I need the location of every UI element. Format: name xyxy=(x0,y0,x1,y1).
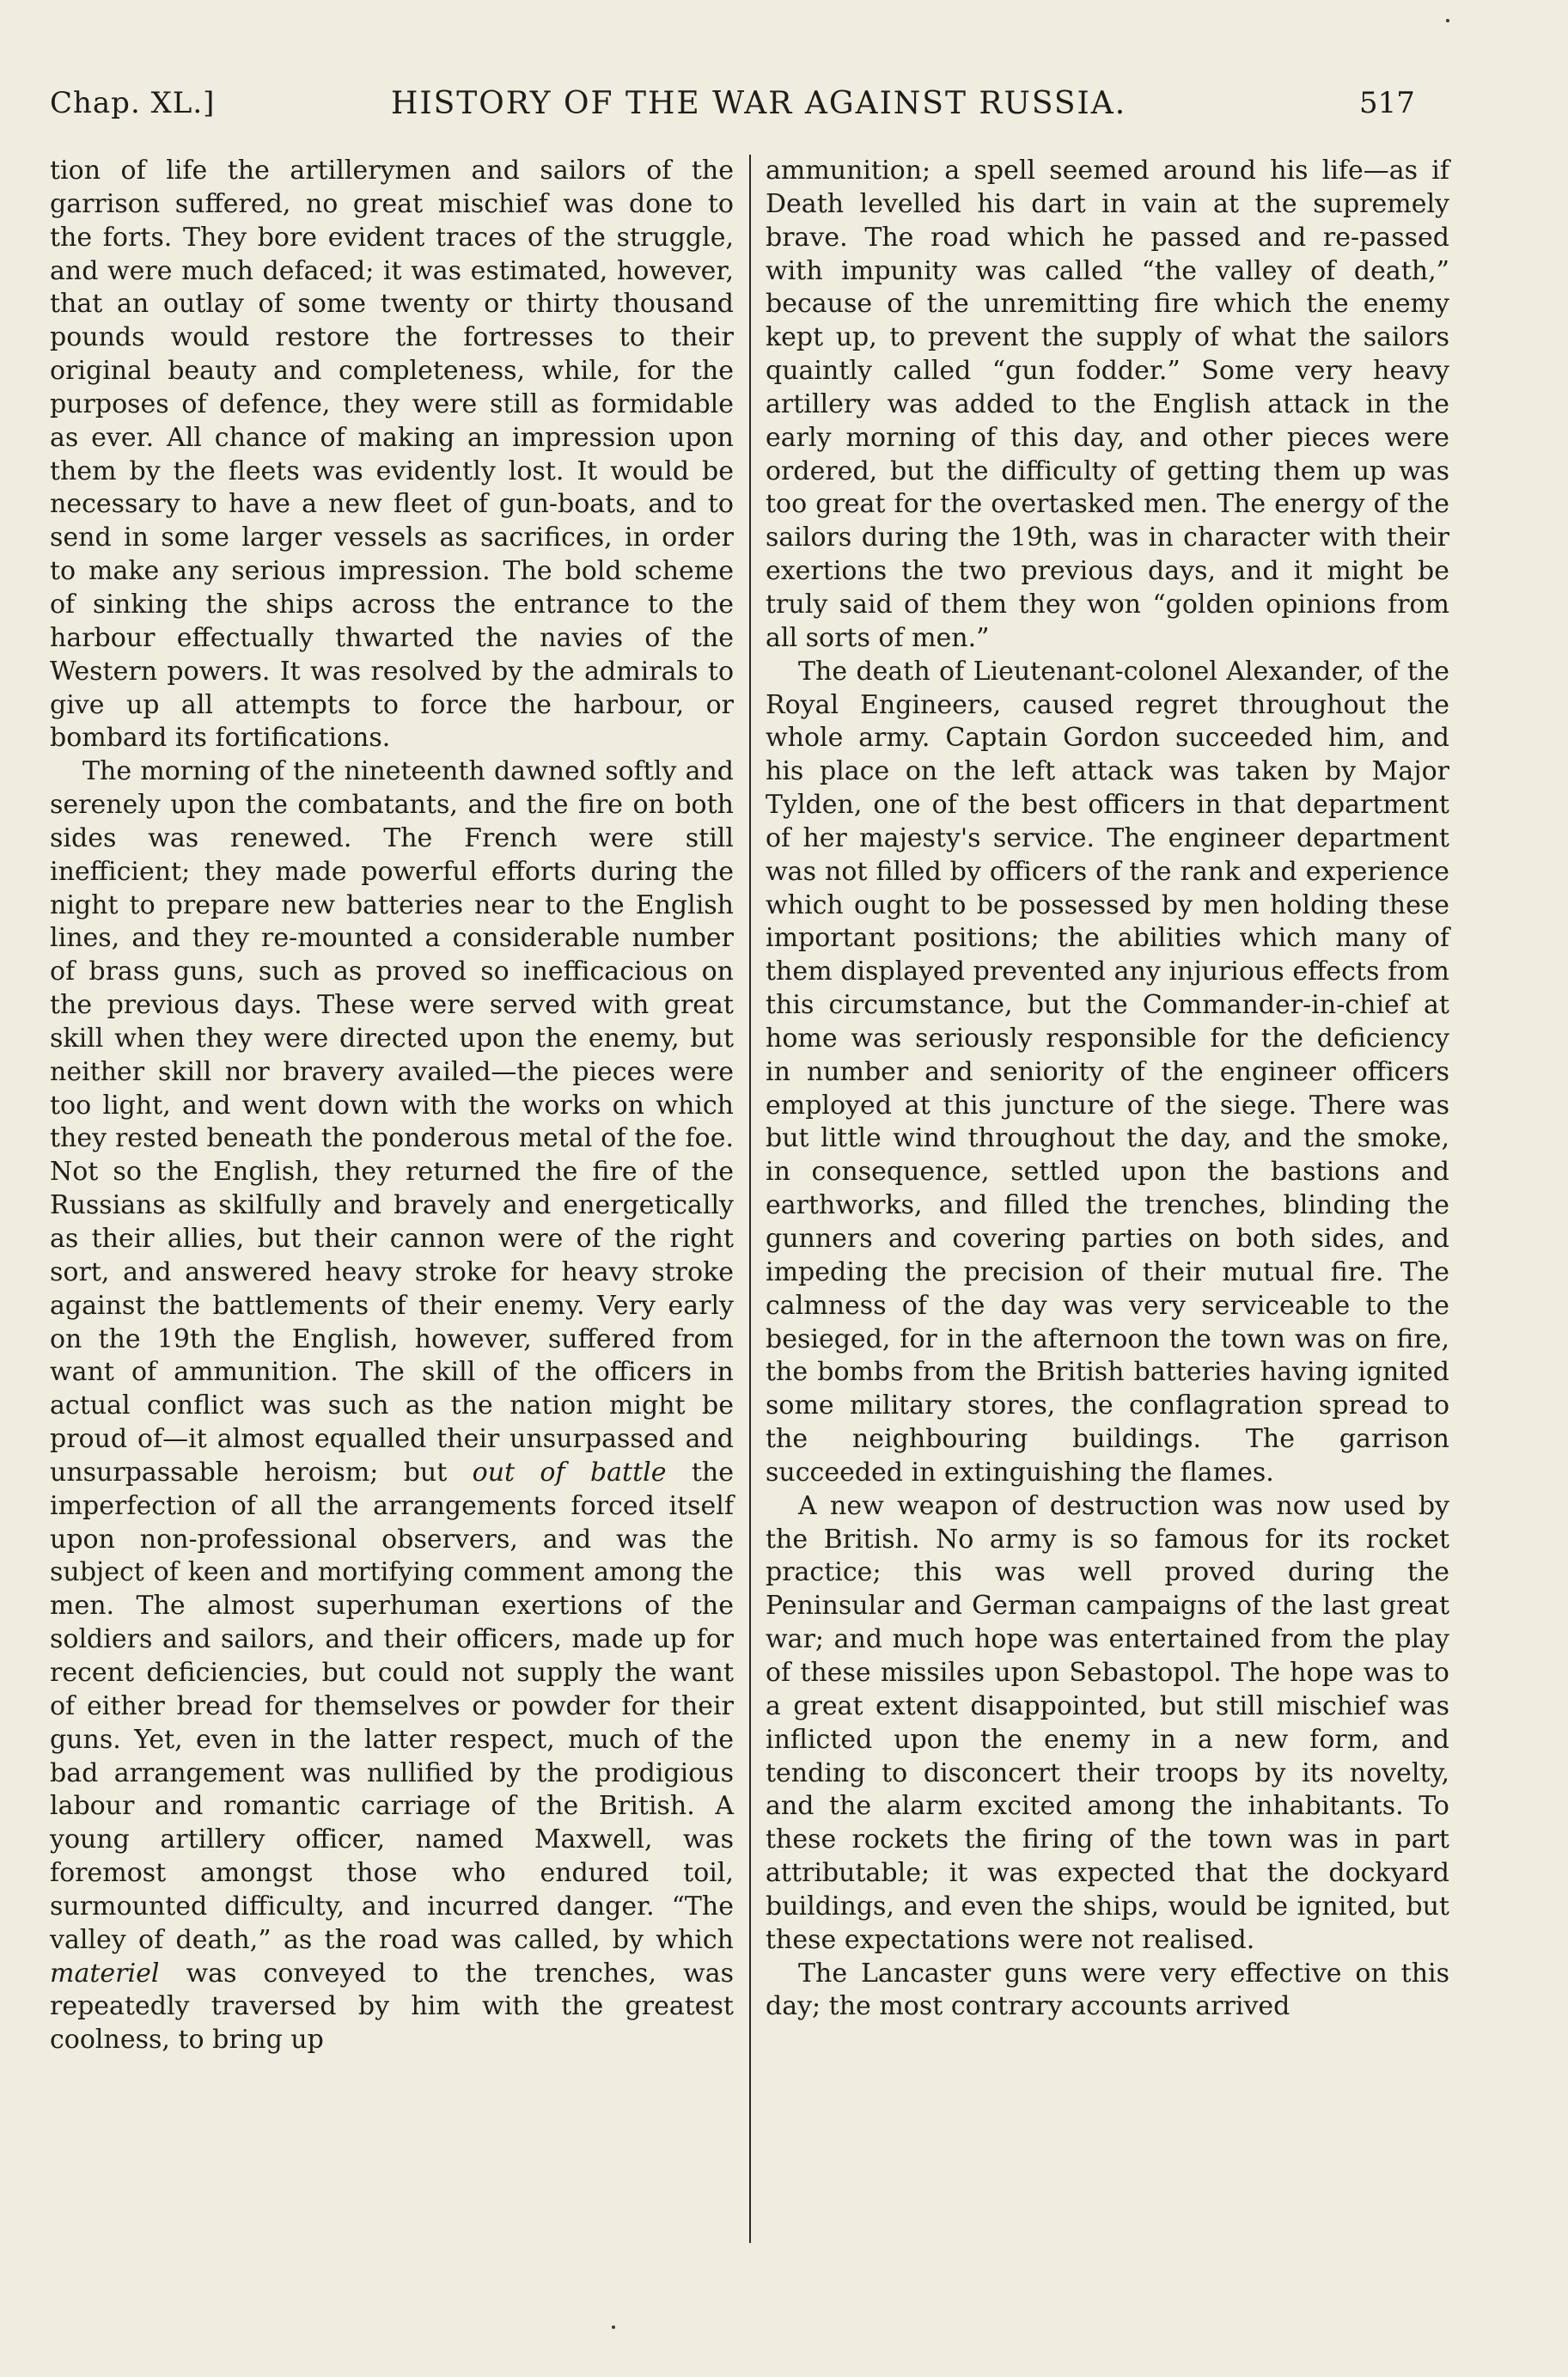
paragraph-nineteenth-morning xyxy=(50,755,734,2057)
print-speck xyxy=(1446,19,1449,22)
column-divider xyxy=(749,155,751,2243)
paragraph-rockets: A new weapon of destruction was now used by the British. No army is so famous for its rocket practice; this was well proved during the Peninsular and German campaigns of the last great war; and much hope was entertained from the play of these missiles upon Sebastopol. The hope was to a great extent disappointed, but still mischief was inflicted upon the enemy in a new form, and tending to disconcert their troops by its novelty, and the alarm excited among the inhabitants. To these rockets the firing of the town was in part attributable; it was expected that the dockyard buildings, and even the ships, would be ignited, but these expectations were not realised. xyxy=(766,1490,1449,1955)
right-column xyxy=(766,155,1449,2024)
page-number: 517 xyxy=(1359,86,1415,120)
running-title: HISTORY OF THE WAR AGAINST RUSSIA. xyxy=(391,86,1127,121)
text-run: was conveyed to the trenches, was repeatedly traversed by him with the greatest coolness, to bring up xyxy=(50,1958,734,2056)
text-run: the imperfection of all the arrangements forced itself upon non-professional observers, and was the subject of keen and mortifying comment among the men. The almost superhuman exertions of the soldiers and sailors, and their officers, made up for recent deficiencies, but could not supply the want of either bread for themselves or powder for their guns. Yet, even in the latter respect, much of the bad arrangement was nullified by the prodigious labour and romantic carriage of the British. A young artillery officer, named Maxwell, was foremost amongst those who endured toil, surmounted difficulty, and incurred danger. “The valley of death,” as the road was called, by which xyxy=(50,1457,734,1955)
italic-phrase: out of battle xyxy=(472,1457,667,1488)
paragraph-continued: ammunition; a spell seemed around his life—as if Death levelled his dart in vain at the supremely brave. The road which he passed and re-passed with impunity was called “the valley of death,” because of the unremitting fire which the enemy kept up, to prevent the supply of what the sailors quaintly called “gun fodder.” Some very heavy artillery was added to the English attack in the early morning of this day, and other pieces were ordered, but the difficulty of getting them up was too great for the overtasked men. The energy of the sailors during the 19th, was in character with their exertions the two previous days, and it might be truly said of them they won “golden opinions from all sorts of men.” xyxy=(766,156,1449,653)
paragraph-lancaster-guns: The Lancaster guns were very effective on this day; the most contrary accounts arrived xyxy=(766,1958,1449,2022)
left-column xyxy=(50,155,734,2057)
print-speck xyxy=(612,2325,615,2329)
paragraph-continued: tion of life the artillerymen and sailors of the garrison suffered, no great mischief was done to the forts. They bore evident traces of the struggle, and were much defaced; it was estimated, however, that an outlay of some twenty or thirty thousand pounds would restore the fortresses to their original beauty and completeness, while, for the purposes of defence, they were still as formidable as ever. All chance of making an impression upon them by the fleets was evidently lost. It would be necessary to have a new fleet of gun-boats, and to send in some larger vessels as sacrifices, in order to make any serious impression. The bold scheme of sinking the ships across the entrance to the harbour effectually thwarted the navies of the Western powers. It was resolved by the admirals to give up all attempts to force the harbour, or bombard its fortifications. xyxy=(50,156,734,754)
paragraph-death-alexander: The death of Lieutenant-colonel Alexander, of the Royal Engineers, caused regret throughout the whole army. Captain Gordon succeeded him, and his place on the left attack was taken by Major Tylden, one of the best officers in that department of her majesty's service. The engineer department was not filled by officers of the rank and experience which ought to be possessed by men holding these important positions; the abilities which many of them displayed prevented any injurious effects from this circumstance, but the Commander-in-chief at home was seriously responsible for the deficiency in number and seniority of the engineer officers employed at this juncture of the siege. There was but little wind throughout the day, and the smoke, in consequence, settled upon the bastions and earthworks, and filled the trenches, blinding the gunners and covering parties on both sides, and impeding the precision of their mutual fire. The calmness of the day was very serviceable to the besieged, for in the afternoon the town was on fire, the bombs from the British batteries having ignited some military stores, the conflagration spread to the neighbouring buildings. The garrison succeeded in extinguishing the flames. xyxy=(766,656,1449,1488)
italic-word: materiel xyxy=(50,1958,160,1989)
text-run: The morning of the nineteenth dawned softly and serenely upon the combatants, and the fire on both sides was renewed. The French were still inefficient; they made powerful efforts during the night to prepare new batteries near to the English lines, and they re-mounted a considerable number of brass guns, such as proved so inefficacious on the previous days. These were served with great skill when they were directed upon the enemy, but neither skill nor bravery availed—the pieces were too light, and went down with the works on which they rested beneath the ponderous metal of the foe. Not so the English, they returned the fire of the Russians as skilfully and bravely and energetically as their allies, but their cannon were of the right sort, and answered heavy stroke for heavy stroke against the battlements of their enemy. Very early on the 19th the English, however, suffered from want of ammunition. The skill of the officers in actual conflict was such as the nation might be proud of—it almost equalled their unsurpassed and unsurpassable heroism; but xyxy=(50,756,734,1488)
page-header xyxy=(0,0,1568,120)
chapter-label: Chap. XL.] xyxy=(50,86,216,120)
